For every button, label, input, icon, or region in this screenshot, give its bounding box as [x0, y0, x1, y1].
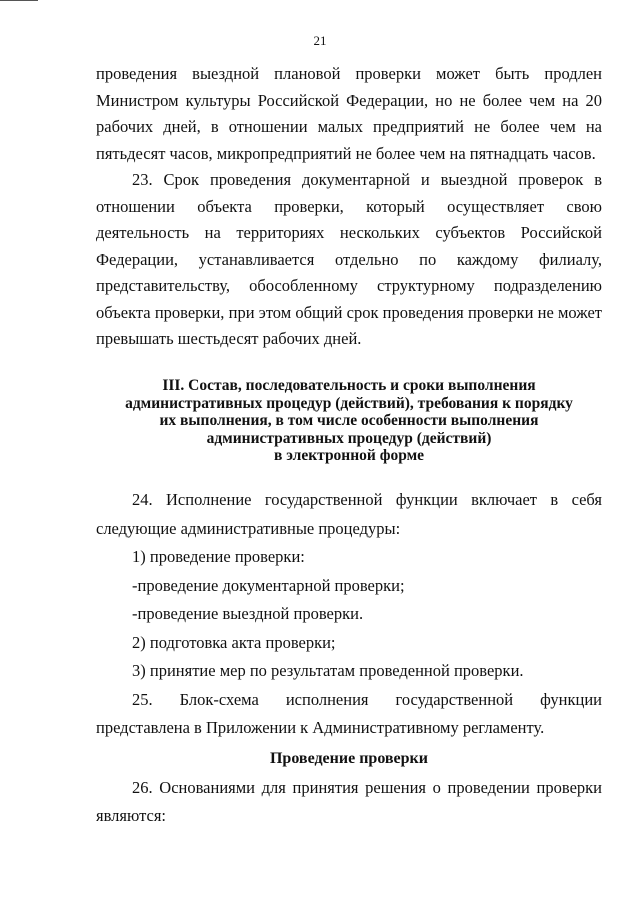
paragraph-23: 23. Срок проведения документарной и выездной проверок в отношении объекта проверки, который осуществляет свою деятельность на территориях нескольких субъектов Российской Федерации, устанавливается отдельно по каждому филиалу, представительству, обособленному структурному подразделению объекта проверки, при этом общий срок проведения проверки не может превышать шестьдесят рабочих дней.: [96, 170, 602, 348]
section-heading-line: III. Состав, последовательность и сроки выполнения: [162, 377, 536, 394]
list-item: 3) принятие мер по результатам проведенной проверки.: [132, 661, 524, 680]
text-block-2: [96, 486, 602, 743]
page-number: 21: [313, 33, 327, 48]
text-block-1: [96, 61, 602, 353]
text-block-3: [96, 774, 602, 830]
paragraph-continuation: проведения выездной плановой проверки может быть продлен Министром культуры Российской Федерации, но не более чем на 20 рабочих дней, в отношении малых предприятий не более чем на пятьдесят часов, микропредприятий не более чем на пятнадцать часов.: [96, 64, 602, 163]
section-heading-line: в электронной форме: [273, 447, 425, 464]
subsection-heading: Проведение проверки: [269, 750, 428, 767]
section-heading-line: административных процедур (действий): [206, 429, 492, 447]
list-item: -проведение документарной проверки;: [132, 575, 405, 595]
scan-edge-mark: [0, 0, 38, 1]
list-item: 2) подготовка акта проверки;: [132, 632, 336, 652]
paragraph-25: 25. Блок-схема исполнения государственной функции представлена в Приложении к Административному регламенту.: [96, 689, 602, 737]
paragraph-26: 26. Основаниями для принятия решения о проведении проверки являются:: [96, 778, 602, 825]
list-item: -проведение выездной проверки.: [132, 604, 364, 623]
section-heading: [96, 377, 602, 465]
section-heading-line: их выполнения, в том числе особенности выполнения: [159, 412, 539, 429]
list-item: 1) проведение проверки:: [132, 547, 305, 566]
section-heading-line: административных процедур (действий), требования к порядку: [125, 394, 573, 412]
paragraph-24: 24. Исполнение государственной функции включает в себя следующие административные процедуры:: [96, 490, 602, 538]
